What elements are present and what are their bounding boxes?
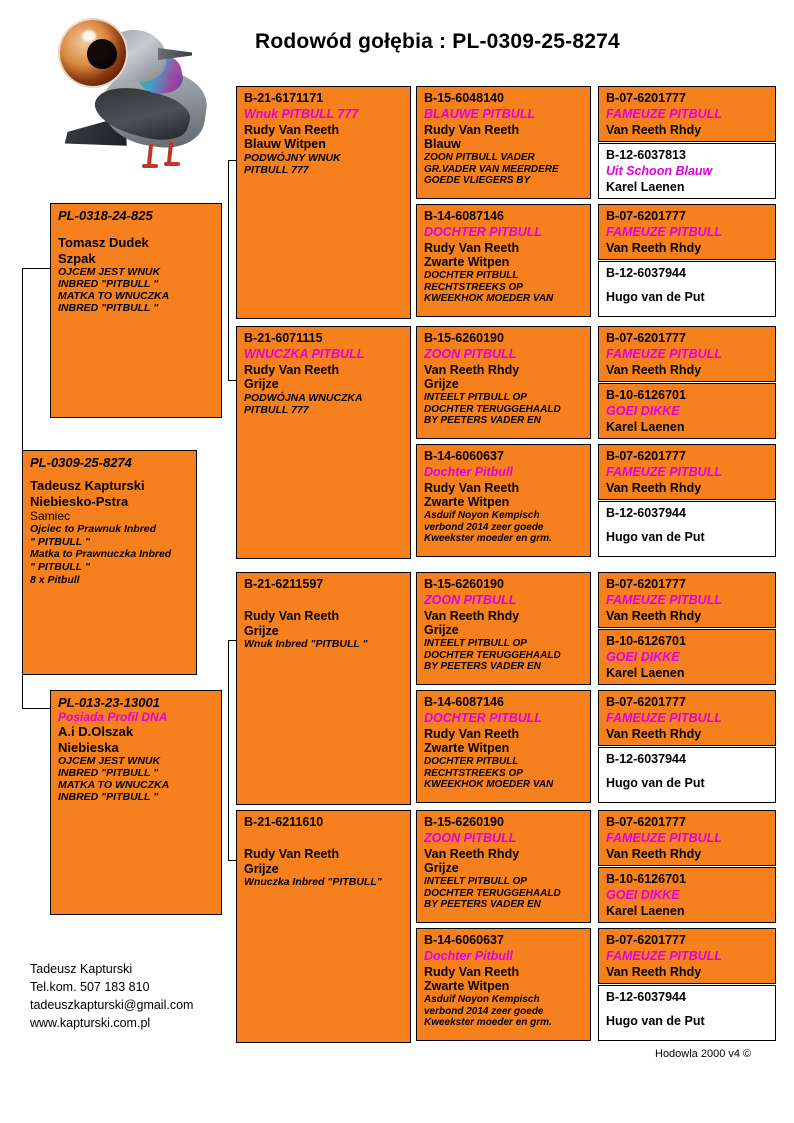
- ring-number: B-15-6048140: [424, 91, 504, 105]
- spacer: [606, 1006, 769, 1014]
- parent-ring: PL-013-23-13001: [58, 695, 160, 710]
- ring-number: B-07-6201777: [606, 933, 686, 947]
- grandparent-box[interactable]: [236, 572, 411, 805]
- gg-grandparent-box[interactable]: [598, 690, 776, 746]
- great-grandparent-box[interactable]: [416, 928, 591, 1041]
- note-2: RECHTSTREEKS OP: [424, 281, 523, 293]
- parent-color: Szpak: [58, 250, 96, 266]
- gg-grandparent-box[interactable]: [598, 629, 776, 685]
- bird-name: FAMEUZE PITBULL: [606, 592, 722, 607]
- bird-name: Wnuk PITBULL 777: [244, 106, 359, 121]
- gg-grandparent-box[interactable]: [598, 572, 776, 628]
- note-3: BY PEETERS VADER EN: [424, 415, 541, 426]
- subject-box[interactable]: [22, 450, 197, 675]
- gg-grandparent-box[interactable]: [598, 143, 776, 199]
- great-grandparent-box[interactable]: [416, 690, 591, 803]
- note-1: INTEELT PITBULL OP: [424, 876, 527, 887]
- pigeon-leg-icon: [147, 144, 153, 166]
- note-2: PITBULL 777: [244, 404, 309, 417]
- bird-name: DOCHTER PITBULL: [424, 224, 543, 239]
- owner: Karel Laenen: [606, 179, 685, 194]
- parent-ring: PL-0318-24-825: [58, 208, 153, 223]
- pigeon-leg-icon: [167, 142, 173, 164]
- owner: Hugo van de Put: [606, 529, 705, 544]
- parent-note-4: INBRED "PITBULL ": [58, 791, 159, 804]
- connector: [228, 640, 229, 860]
- contact-block: [30, 960, 290, 1033]
- owner: Rudy Van Reeth: [244, 122, 340, 137]
- great-grandparent-box[interactable]: [416, 204, 591, 317]
- ring-number: B-14-6087146: [424, 209, 504, 223]
- bird-name: DOCHTER PITBULL: [424, 710, 543, 725]
- owner: Karel Laenen: [606, 419, 685, 434]
- note-1: DOCHTER PITBULL: [424, 270, 519, 281]
- gg-grandparent-box[interactable]: [598, 383, 776, 439]
- note-1: ZOON PITBULL VADER: [424, 152, 535, 163]
- ring-number: B-12-6037944: [606, 990, 686, 1004]
- owner: Karel Laenen: [606, 665, 685, 680]
- ring-number: B-07-6201777: [606, 91, 686, 105]
- ring-number: B-21-6171171: [244, 91, 324, 105]
- bird-name: Dochter Pitbull: [424, 948, 513, 963]
- color: Zwarte Witpen: [424, 741, 510, 756]
- ring-number: B-07-6201777: [606, 695, 686, 709]
- note-3: BY PEETERS VADER EN: [424, 661, 541, 672]
- owner: Van Reeth Rhdy: [606, 726, 702, 741]
- great-grandparent-box[interactable]: [416, 810, 591, 923]
- color: Grijze: [244, 861, 279, 876]
- grandparent-box[interactable]: [236, 326, 411, 559]
- color: Blauw Witpen: [244, 137, 326, 152]
- ring-number: B-15-6260190: [424, 577, 504, 591]
- bird-name: FAMEUZE PITBULL: [606, 106, 722, 121]
- parent-owner: Tomasz Dudek: [58, 235, 149, 251]
- gg-grandparent-box[interactable]: [598, 747, 776, 803]
- great-grandparent-box[interactable]: [416, 572, 591, 685]
- owner: Van Reeth Rhdy: [606, 122, 702, 137]
- note-1: Wnuczka Inbred "PITBULL": [244, 876, 382, 889]
- bird-name: Uit Schoon Blauw: [606, 163, 713, 178]
- color: Grijze: [424, 861, 459, 876]
- note-3: KWEEKHOK MOEDER VAN: [424, 779, 554, 790]
- note-2: RECHTSTREEKS OP: [424, 767, 523, 779]
- connector: [228, 160, 229, 380]
- note-2: DOCHTER TERUGGEHAALD: [424, 649, 561, 661]
- bird-name: FAMEUZE PITBULL: [606, 830, 722, 845]
- bird-name: FAMEUZE PITBULL: [606, 464, 722, 479]
- owner: Van Reeth Rhdy: [606, 240, 702, 255]
- bird-name: FAMEUZE PITBULL: [606, 224, 722, 239]
- gg-grandparent-box[interactable]: [598, 444, 776, 500]
- color: Zwarte Witpen: [424, 255, 510, 270]
- ring-number: B-07-6201777: [606, 209, 686, 223]
- ring-number: B-07-6201777: [606, 815, 686, 829]
- bird-name: GOEI DIKKE: [606, 403, 680, 418]
- color: Zwarte Witpen: [424, 495, 510, 510]
- gg-grandparent-box[interactable]: [598, 86, 776, 142]
- ring-number: B-10-6126701: [606, 872, 686, 886]
- bird-name: GOEI DIKKE: [606, 649, 680, 664]
- owner: Van Reeth Rhdy: [424, 608, 520, 623]
- note-2: DOCHTER TERUGGEHAALD: [424, 403, 561, 415]
- subject-color: Niebiesko-Pstra: [30, 493, 129, 509]
- subject-ring: PL-0309-25-8274: [30, 455, 132, 470]
- subject-note-2: " PITBULL ": [30, 535, 90, 548]
- parent-note-3: MATKA TO WNUCZKA: [58, 290, 170, 303]
- gg-grandparent-box[interactable]: [598, 867, 776, 923]
- ring-number: B-14-6087146: [424, 695, 504, 709]
- note-1: PODWÓJNY WNUK: [244, 152, 341, 164]
- parent-note-1: OJCEM JEST WNUK: [58, 265, 161, 278]
- ring-number: B-14-6060637: [424, 449, 504, 463]
- parent-box-sire[interactable]: [50, 203, 222, 418]
- bird-name: FAMEUZE PITBULL: [606, 948, 722, 963]
- note-3: BY PEETERS VADER EN: [424, 899, 541, 910]
- subject-owner: Tadeusz Kapturski: [30, 478, 145, 494]
- ring-number: B-10-6126701: [606, 388, 686, 402]
- pigeon-eye-icon: [60, 20, 126, 86]
- owner: Rudy Van Reeth: [244, 362, 340, 377]
- bird-name: FAMEUZE PITBULL: [606, 710, 722, 725]
- note-1: Asduif Noyon Kempisch: [424, 994, 540, 1005]
- great-grandparent-box[interactable]: [416, 444, 591, 557]
- ring-number: B-12-6037813: [606, 148, 686, 162]
- bird-name: WNUCZKA PITBULL: [244, 346, 365, 361]
- parent-note-2: INBRED "PITBULL ": [58, 767, 159, 780]
- ring-number: B-21-6211610: [244, 815, 324, 829]
- note-2: DOCHTER TERUGGEHAALD: [424, 887, 561, 899]
- contact-website[interactable]: www.kapturski.com.pl: [30, 1016, 151, 1031]
- bird-name: FAMEUZE PITBULL: [606, 346, 722, 361]
- owner: Rudy Van Reeth: [424, 480, 520, 495]
- ring-number: B-14-6060637: [424, 933, 504, 947]
- bird-name: ZOON PITBULL: [424, 346, 517, 361]
- subject-note-1: Ojciec to Prawnuk Inbred: [30, 523, 157, 536]
- owner: Rudy Van Reeth: [244, 608, 340, 623]
- gg-grandparent-box[interactable]: [598, 261, 776, 317]
- pigeon-eye-gloss-icon: [82, 30, 96, 42]
- ring-number: B-21-6211597: [244, 577, 324, 591]
- bird-name: BLAUWE PITBULL: [424, 106, 536, 121]
- owner: Van Reeth Rhdy: [606, 480, 702, 495]
- parent-note-2: INBRED "PITBULL ": [58, 278, 159, 291]
- subject-note-3: Matka to Prawnuczka Inbred: [30, 548, 172, 561]
- pigeon-foot-icon: [164, 162, 180, 166]
- ring-number: B-12-6037944: [606, 752, 686, 766]
- parent-owner: A.i D.Olszak: [58, 724, 134, 740]
- spacer: [606, 282, 769, 290]
- great-grandparent-box[interactable]: [416, 86, 591, 199]
- note-3: Kweekster moeder en grm.: [424, 533, 552, 544]
- note-1: INTEELT PITBULL OP: [424, 392, 527, 403]
- note-1: Wnuk Inbred "PITBULL ": [244, 638, 368, 651]
- pigeon-foot-icon: [142, 164, 158, 168]
- bird-name: ZOON PITBULL: [424, 592, 517, 607]
- page-title: Rodowód gołębia : PL-0309-25-8274: [255, 30, 620, 53]
- ring-number: B-12-6037944: [606, 266, 686, 280]
- ring-number: B-07-6201777: [606, 449, 686, 463]
- owner: Van Reeth Rhdy: [606, 964, 702, 979]
- spacer: [244, 593, 404, 609]
- spacer: [606, 768, 769, 776]
- note-2: verbond 2014 zeer goede: [424, 521, 544, 533]
- spacer: [606, 522, 769, 530]
- note-1: PODWÓJNA WNUCZKA: [244, 392, 363, 404]
- note-1: DOCHTER PITBULL: [424, 756, 519, 767]
- gg-grandparent-box[interactable]: [598, 204, 776, 260]
- color: Grijze: [244, 623, 279, 638]
- note-2: verbond 2014 zeer goede: [424, 1005, 544, 1017]
- gg-grandparent-box[interactable]: [598, 928, 776, 984]
- note-1: Asduif Noyon Kempisch: [424, 510, 540, 521]
- software-credit: Hodowla 2000 v4 ©: [655, 1048, 752, 1060]
- subject-note-4: " PITBULL ": [30, 560, 90, 573]
- parent-color: Niebieska: [58, 739, 119, 755]
- contact-email[interactable]: tadeuszkapturski@gmail.com: [30, 998, 194, 1013]
- contact-phone: Tel.kom. 507 183 810: [30, 980, 150, 995]
- ring-number: B-07-6201777: [606, 331, 686, 345]
- owner: Karel Laenen: [606, 903, 685, 918]
- owner: Rudy Van Reeth: [424, 240, 520, 255]
- parent-note-3: MATKA TO WNUCZKA: [58, 779, 170, 792]
- ring-number: B-10-6126701: [606, 634, 686, 648]
- ring-number: B-21-6071115: [244, 331, 323, 345]
- gg-grandparent-box[interactable]: [598, 985, 776, 1041]
- parent-box-dam[interactable]: [50, 690, 222, 915]
- bird-name: Dochter Pitbull: [424, 464, 513, 479]
- spacer: [30, 470, 190, 478]
- ring-number: B-12-6037944: [606, 506, 686, 520]
- owner: Rudy Van Reeth: [424, 964, 520, 979]
- gg-grandparent-box[interactable]: [598, 810, 776, 866]
- owner: Rudy Van Reeth: [424, 726, 520, 741]
- owner: Van Reeth Rhdy: [606, 608, 702, 623]
- subject-sex: Samiec: [30, 508, 71, 523]
- contact-name: Tadeusz Kapturski: [30, 962, 133, 976]
- pigeon-pupil-icon: [87, 39, 117, 69]
- gg-grandparent-box[interactable]: [598, 326, 776, 382]
- owner: Hugo van de Put: [606, 1013, 705, 1028]
- gg-grandparent-box[interactable]: [598, 501, 776, 557]
- note-3: KWEEKHOK MOEDER VAN: [424, 293, 554, 304]
- great-grandparent-box[interactable]: [416, 326, 591, 439]
- spacer: [58, 223, 215, 235]
- owner: Hugo van de Put: [606, 775, 705, 790]
- owner: Van Reeth Rhdy: [424, 362, 520, 377]
- note-2: GR.VADER VAN MEERDERE: [424, 163, 559, 175]
- parent-dna-label: Posiada Profil DNA: [58, 710, 168, 725]
- pigeon-photo: [50, 18, 220, 193]
- note-3: Kweekster moeder en grm.: [424, 1017, 552, 1028]
- color: Grijze: [424, 377, 459, 392]
- color: Zwarte Witpen: [424, 979, 510, 994]
- note-2: PITBULL 777: [244, 164, 309, 177]
- owner: Van Reeth Rhdy: [606, 846, 702, 861]
- note-1: INTEELT PITBULL OP: [424, 638, 527, 649]
- spacer: [244, 831, 404, 847]
- note-3: GOEDE VLIEGERS BY: [424, 175, 531, 186]
- subject-note-5: 8 x Pitbull: [30, 573, 80, 586]
- owner: Van Reeth Rhdy: [606, 362, 702, 377]
- ring-number: B-15-6260190: [424, 331, 504, 345]
- connector: [22, 708, 50, 709]
- bird-name: ZOON PITBULL: [424, 830, 517, 845]
- owner: Rudy Van Reeth: [424, 122, 520, 137]
- ring-number: B-15-6260190: [424, 815, 504, 829]
- parent-note-1: OJCEM JEST WNUK: [58, 755, 161, 768]
- ring-number: B-07-6201777: [606, 577, 686, 591]
- bird-name: GOEI DIKKE: [606, 887, 680, 902]
- owner: Van Reeth Rhdy: [424, 846, 520, 861]
- parent-note-4: INBRED "PITBULL ": [58, 302, 159, 315]
- color: Blauw: [424, 137, 461, 152]
- connector: [22, 268, 50, 269]
- grandparent-box[interactable]: [236, 86, 411, 319]
- color: Grijze: [244, 377, 279, 392]
- owner: Rudy Van Reeth: [244, 846, 340, 861]
- color: Grijze: [424, 623, 459, 638]
- owner: Hugo van de Put: [606, 289, 705, 304]
